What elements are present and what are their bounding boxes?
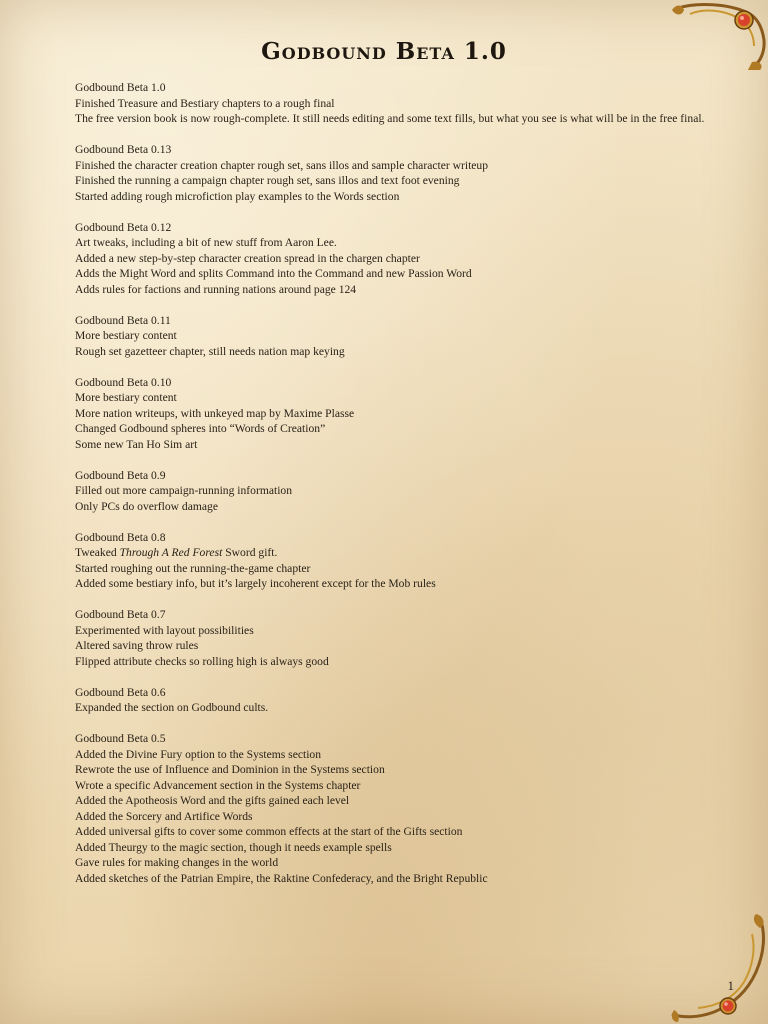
corner-ornament-bottom-right [668,914,768,1024]
entry-line: Added some bestiary info, but it’s largely incoherent except for the Mob rules [75,577,436,590]
entry-line: More nation writeups, with unkeyed map by Maxime Plasse [75,406,355,420]
entry-line: Added universal gifts to cover some common effects at the start of the Gifts section [75,825,463,838]
entry-heading: Godbound Beta 0.9 [75,468,166,482]
entry-line-suffix: Sword gift. [222,546,278,559]
entry-line: Added the Sorcery and Artifice Words [75,809,253,823]
entry-line: Finished the character creation chapter rough set, sans illos and sample character writeup [75,158,489,172]
entry-line: Started adding rough microfiction play examples to the Words section [75,189,400,203]
entry-heading: Godbound Beta 0.13 [75,143,172,156]
entry-line: More bestiary content [75,391,177,404]
entry-line: Finished the running a campaign chapter rough set, sans illos and text foot evening [75,174,460,187]
changelog-entry-0-11 [75,313,725,360]
entry-line: Rewrote the use of Influence and Dominion in the Systems section [75,763,385,776]
entry-heading: Godbound Beta 0.6 [75,685,166,699]
entry-line: Expanded the section on Godbound cults. [75,701,269,714]
entry-line: Some new Tan Ho Sim art [75,437,198,451]
entry-line: Only PCs do overflow damage [75,499,218,513]
entry-line: The free version book is now rough-complete. It still needs editing and some text fills, but what you see is what will be in the free final. [75,112,705,125]
entry-heading: Godbound Beta 0.8 [75,530,166,544]
entry-heading: Godbound Beta 0.12 [75,220,172,234]
changelog-entry-0-6 [75,685,725,716]
entry-line: Finished Treasure and Bestiary chapters to a rough final [75,96,335,110]
entry-line: Gave rules for making changes in the world [75,856,279,869]
entry-line: Adds rules for factions and running nations around page 124 [75,282,357,296]
entry-line: Flipped attribute checks so rolling high is always good [75,654,329,668]
entry-line: Added a new step-by-step character creation spread in the chargen chapter [75,251,420,265]
entry-line: Art tweaks, including a bit of new stuff from Aaron Lee. [75,236,337,249]
entry-heading: Godbound Beta 0.10 [75,375,172,389]
changelog-entry-0-5 [75,731,725,886]
changelog-entry-0-9 [75,468,725,515]
entry-heading: Godbound Beta 1.0 [75,81,166,94]
page-number: 1 [727,978,734,993]
entry-line: Altered saving throw rules [75,639,199,652]
entry-heading: Godbound Beta 0.7 [75,608,166,621]
entry-line: Wrote a specific Advancement section in the Systems chapter [75,778,361,792]
entry-line: Added the Apotheosis Word and the gifts gained each level [75,794,350,807]
entry-line [75,545,725,561]
changelog [75,80,725,902]
entry-line: Adds the Might Word and splits Command into the Command and new Passion Word [75,267,472,280]
entry-line: Added sketches of the Patrian Empire, the Raktine Confederacy, and the Bright Republic [75,871,488,885]
entry-heading: Godbound Beta 0.5 [75,732,166,745]
entry-line: Rough set gazetteer chapter, still needs nation map keying [75,344,345,358]
entry-line: Filled out more campaign-running information [75,484,293,497]
entry-line: More bestiary content [75,329,177,342]
changelog-entry-0-12 [75,220,725,298]
entry-line: Changed Godbound spheres into “Words of Creation” [75,422,326,435]
entry-line: Added Theurgy to the magic section, though it needs example spells [75,840,392,854]
changelog-entry-0-7 [75,607,725,669]
entry-heading: Godbound Beta 0.11 [75,313,171,327]
changelog-entry-0-13 [75,142,725,204]
changelog-entry-0-8 [75,530,725,592]
changelog-entry-1-0 [75,80,725,127]
gift-name-italic: Through A Red Forest [119,546,223,559]
page-title: Godbound Beta 1.0 [261,38,507,65]
entry-line: Added the Divine Fury option to the Systems section [75,747,322,761]
changelog-entry-0-10 [75,375,725,453]
entry-line-prefix: Tweaked [75,546,120,559]
entry-line: Started roughing out the running-the-game chapter [75,561,311,575]
entry-line: Experimented with layout possibilities [75,623,254,637]
